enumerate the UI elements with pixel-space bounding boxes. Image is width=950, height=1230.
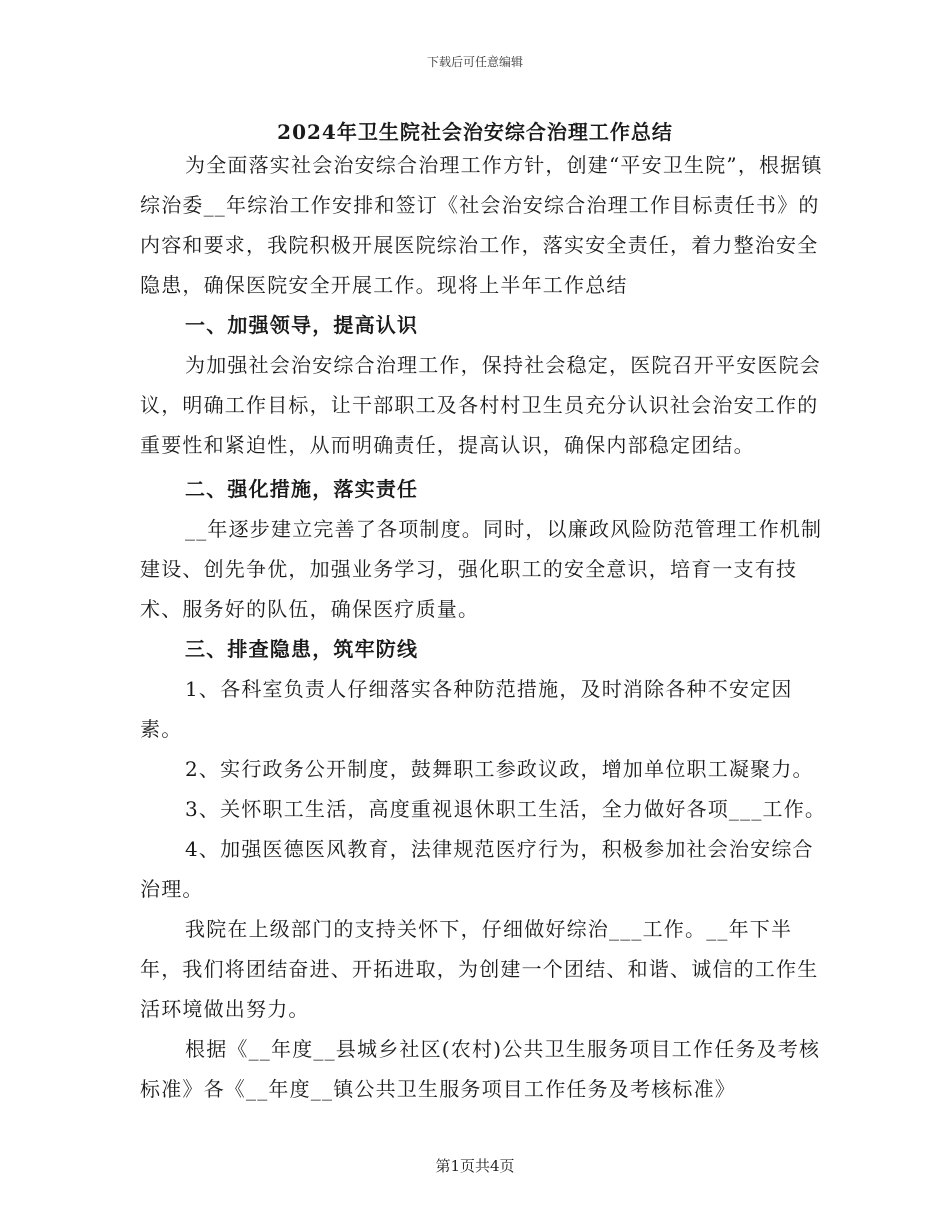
page-number: 第1页共4页 [435,1157,515,1175]
download-note: 下载后可任意编辑 [426,55,523,69]
list-item: 4、加强医德医风教育，法律规范医疗行为，积极参加社会治安综合治理。 [140,837,814,901]
document-title: 2024年卫生院社会治安综合治理工作总结 [277,120,673,144]
document-body [140,145,830,1109]
section-1-paragraph: 为加强社会治安综合治理工作，保持社会稳定，医院召开平安医院会议，明确工作目标，让干部职工及各村村卫生员充分认识社会治安工作的重要性和紧迫性，从而明确责任，提高认识，确保内部稳定团结。 [140,353,821,457]
section-2-paragraph: __年逐步建立完善了各项制度。同时，以廉政风险防范管理工作机制建设、创先争优，加强业务学习，强化职工的安全意识，培育一支有技术、服务好的队伍，确保医疗质量。 [140,517,823,621]
list-item: 2、实行政务公开制度，鼓舞职工参政议政，增加单位职工凝聚力。 [185,757,814,781]
intro-paragraph: 为全面落实社会治安综合治理工作方针，创建“平安卫生院”，根据镇综治委__年综治工作安排和签订《社会治安综合治理工作目标责任书》的内容和要求，我院积极开展医院综治工作，落实安全责任，着力整治安全隐患，确保医院安全开展工作。现将上半年工作总结 [140,153,823,297]
final-paragraph: 根据《__年度__县城乡社区(农村)公共卫生服务项目工作任务及考核标准》各《__年度__镇公共卫生服务项目工作任务及考核标准》 [140,1037,821,1101]
section-2-heading: 二、强化措施，落实责任 [185,477,419,501]
list-item: 1、各科室负责人仔细落实各种防范措施，及时消除各种不安定因素。 [140,677,793,741]
section-3-heading: 三、排查隐患，筑牢防线 [185,637,419,661]
section-1-heading: 一、加强领导，提高认识 [185,313,419,337]
closing-paragraph: 我院在上级部门的支持关怀下，仔细做好综治___工作。__年下半年，我们将团结奋进、开拓进取，为创建一个团结、和谐、诚信的工作生活环境做出努力。 [140,917,819,1021]
list-item: 3、关怀职工生活，高度重视退休职工生活，全力做好各项___工作。 [185,797,827,821]
